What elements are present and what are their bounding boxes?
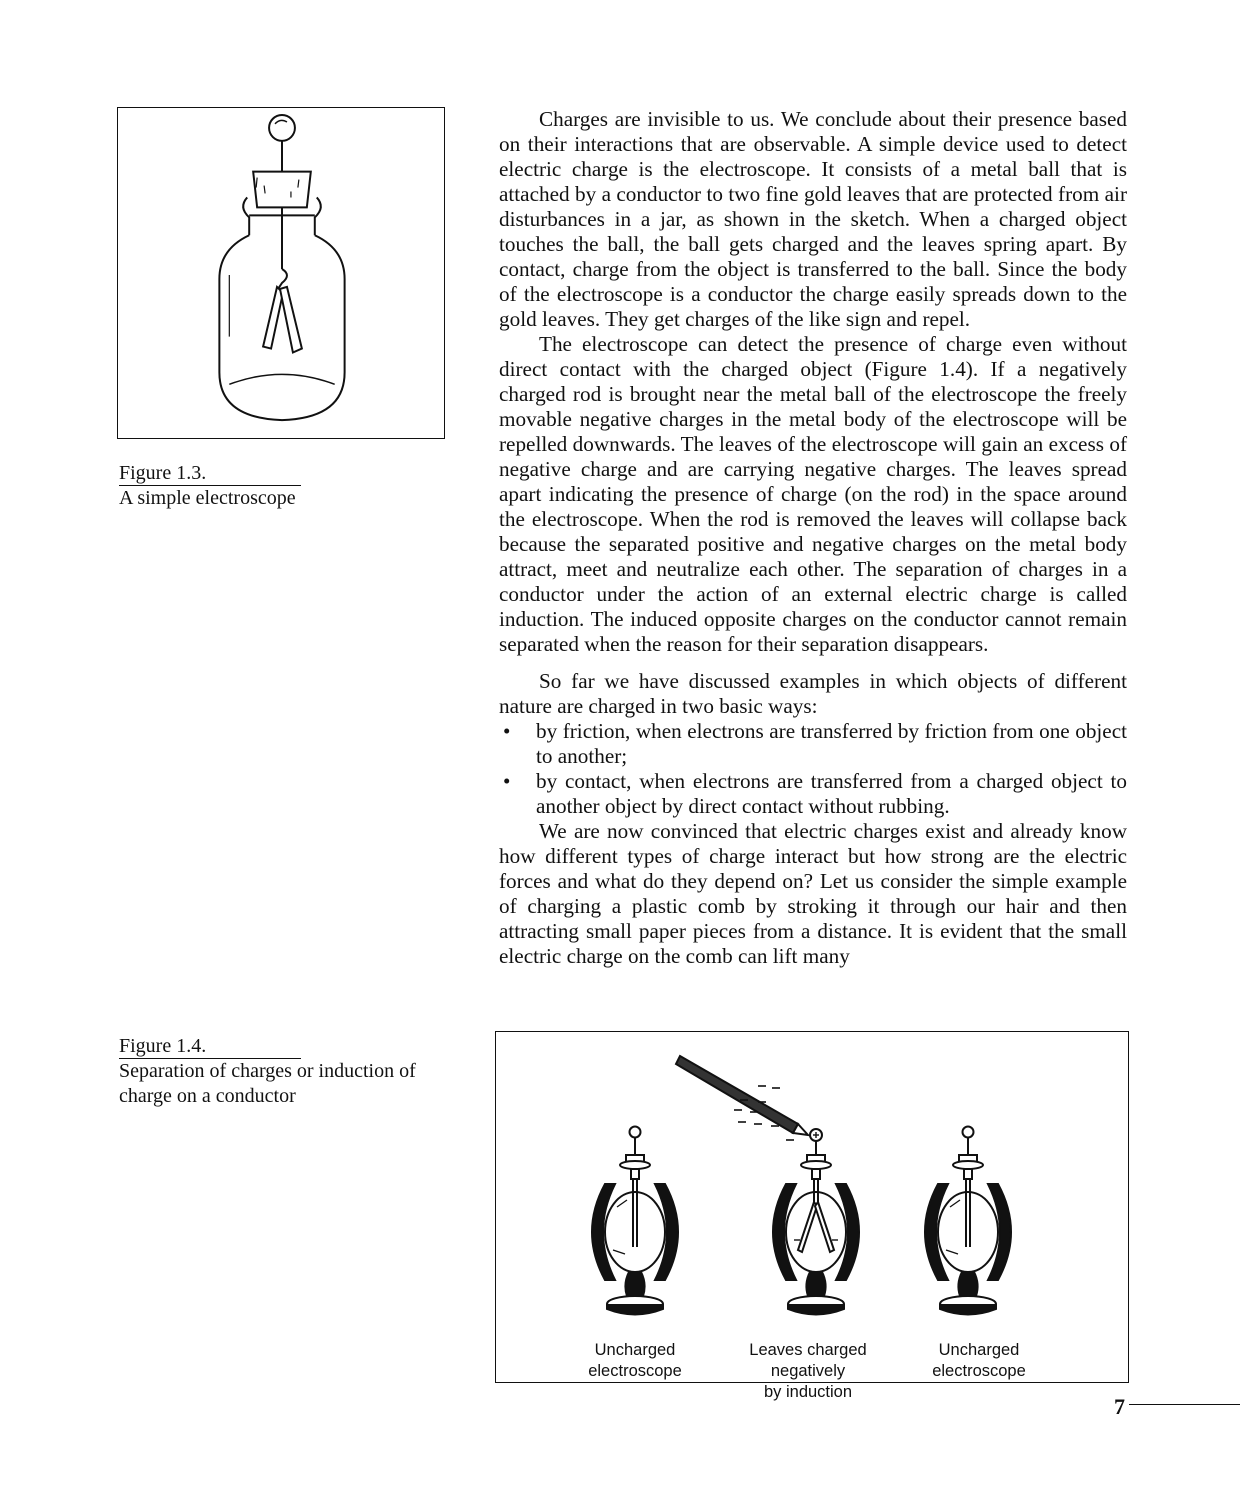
bullet-symbol: • <box>503 719 511 743</box>
panel-label-right <box>894 1340 1064 1382</box>
panel-label-left <box>550 1340 720 1382</box>
panel-label-center <box>723 1340 893 1403</box>
figure-1-3-label: Figure 1.3. <box>119 462 301 486</box>
figure-1-3-caption-text: A simple electroscope <box>119 487 296 509</box>
bullet-symbol: • <box>503 769 511 793</box>
panel-label-line: negatively <box>770 1362 846 1380</box>
charged-rod <box>676 1056 808 1140</box>
panel-label-line: Leaves charged <box>749 1341 867 1359</box>
list-item <box>499 769 1127 819</box>
electroscope-jar-illustration <box>118 108 444 438</box>
panel-label-line: electroscope <box>588 1362 682 1380</box>
electroscope-center <box>773 1129 859 1315</box>
charging-methods-list <box>499 719 1127 819</box>
panel-label-line: electroscope <box>932 1362 1026 1380</box>
figure-1-3-frame <box>117 107 445 439</box>
figure-1-4-label: Figure 1.4. <box>119 1035 301 1059</box>
paragraph-3: So far we have discussed examples in which objects of different nature are charged in two basic ways: <box>499 669 1127 718</box>
page-number: 7 <box>1114 1394 1125 1419</box>
main-text-column <box>499 107 1127 969</box>
paragraph-4: We are now convinced that electric charges exist and already know how different types of charge interact but how strong are the electric forces and what do they depend on? Let us consider the simple example of charging a plastic comb by stroking it through our hair and then attracting small paper pieces from a distance. It is evident that the small electric charge on the comb can lift many <box>499 819 1127 968</box>
panel-label-line: Uncharged <box>938 1341 1020 1359</box>
figure-1-4-frame <box>495 1031 1129 1401</box>
induction-electroscopes-illustration <box>496 1032 1127 1332</box>
page-number-rule <box>1129 1404 1240 1405</box>
figure-1-4-caption <box>119 1034 454 1109</box>
list-item-text: by contact, when electrons are transferred from a charged object to another object by direct contact without rubbing. <box>536 769 1127 818</box>
list-item-text: by friction, when electrons are transferred by friction from one object to another; <box>536 719 1127 768</box>
figure-1-4-caption-text: Separation of charges or induction of charge on a conductor <box>119 1060 416 1107</box>
panel-label-line: Uncharged <box>594 1341 676 1359</box>
list-item <box>499 719 1127 769</box>
paragraph-1: Charges are invisible to us. We conclude about their presence based on their interactions that are observable. A simple device used to detect electric charge is the electroscope. It consists of a metal ball that is attached by a conductor to two fine gold leaves that are protected from air disturbances in a jar, as shown in the sketch. When a charged object touches the ball, the ball gets charged and the leaves spring apart. By contact, charge from the object is transferred to the ball. Since the body of the electroscope is a conductor the charge easily spreads down to the gold leaves. They get charges of the like sign and repel. <box>499 107 1127 331</box>
paragraph-2: The electroscope can detect the presence of charge even without direct contact with the charged object (Figure 1.4). If a negatively charged rod is brought near the metal ball of the electroscope the freely movable negative charges in the metal body of the electroscope will be repelled downwards. The leaves of the electroscope will gain an excess of negative charge and are carrying negative charges. The leaves spread apart indicating the presence of charge (on the rod) in the space around the electroscope. When the rod is removed the leaves will collapse back because the separated positive and negative charges on the metal body attract, meet and neutralize each other. The separation of charges in a conductor under the action of an external electric charge is called induction. The induced opposite charges on the conductor cannot remain separated when the reason for their separation disappears. <box>499 332 1127 656</box>
electroscope-left <box>592 1127 678 1315</box>
figure-1-3-caption <box>119 461 449 511</box>
panel-label-line: by induction <box>763 1383 853 1401</box>
electroscope-right <box>925 1127 1011 1315</box>
